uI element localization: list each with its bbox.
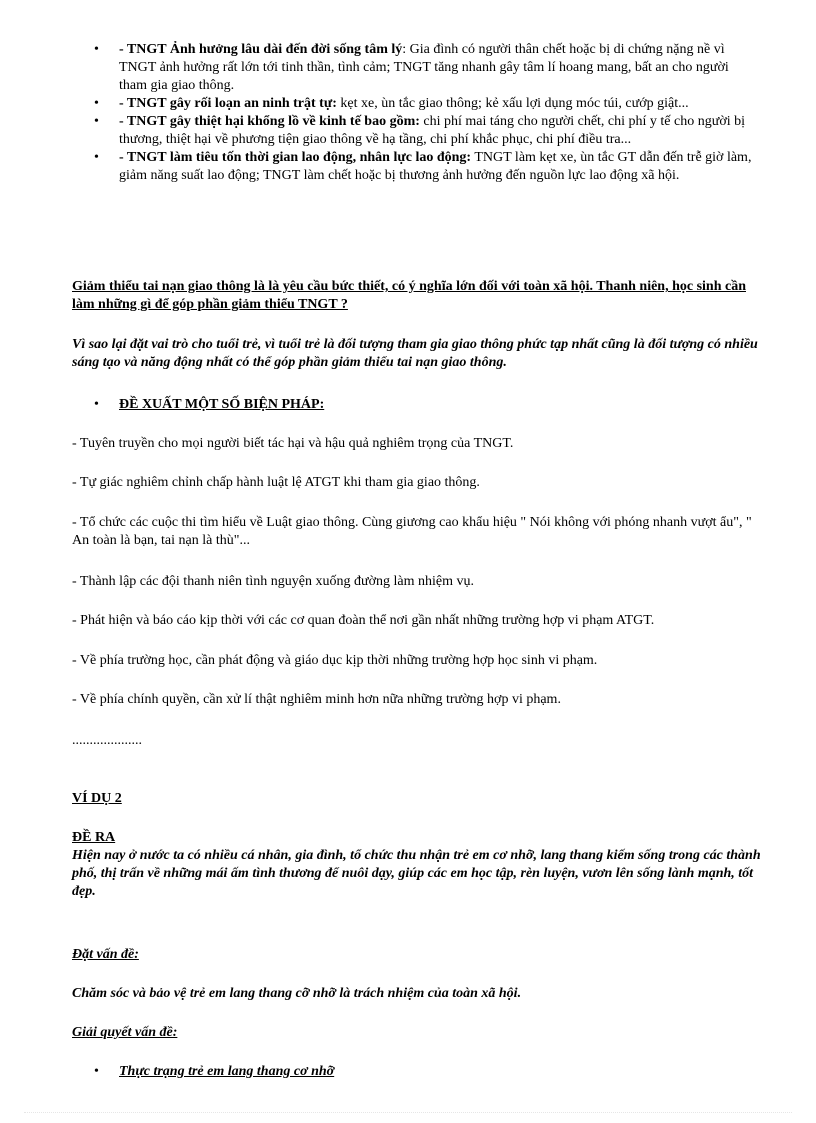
- ellipsis-dots: ....................: [72, 733, 142, 748]
- problem-label: Đặt vấn đề:: [72, 947, 139, 962]
- problem-text: Chăm sóc và bảo vệ trẻ em lang thang cỡ nhỡ là trách nhiệm của toàn xã hội.: [72, 986, 522, 1001]
- measure-item: - Tuyên truyền cho mọi người biết tác hại và hậu quả nghiêm trọng của TNGT.: [72, 436, 514, 451]
- list-item: [94, 149, 754, 185]
- list-item: [94, 41, 754, 95]
- bullet-lead: - TNGT Ảnh hưởng lâu dài đến đời sống tâm lý: [119, 42, 403, 57]
- proposal-heading-row: [94, 396, 694, 414]
- bullet-text: : Gia đình có người thân chết hoặc bị di chứng nặng nề vì TNGT ảnh hưởng rất lớn tới tinh thần, tình cảm; TNGT tăng nhanh gây tâm lí hoang mang, bất an cho người tham gia giao thông.: [119, 42, 729, 93]
- measure-item: - Phát hiện và báo cáo kịp thời với các cơ quan đoàn thể nơi gần nhất những trường hợp vi phạm ATGT.: [72, 613, 655, 628]
- measure-item: - Về phía trường học, cần phát động và giáo dục kịp thời những trường hợp học sinh vi phạm.: [72, 653, 598, 668]
- bullet-text: chi phí mai táng cho người chết, chi phí y tế cho người bị thương, thiệt hại về phương tiện giao thông về hạ tầng, chi phí khắc phục, chi phí điều tra...: [119, 114, 746, 147]
- bullet-text: TNGT làm kẹt xe, ùn tắc GT dẫn đến trễ giờ làm, giảm năng suất lao động; TNGT làm chết hoặc bị thương ảnh hưởng đến nguồn lực lao động xã hội.: [119, 150, 752, 183]
- topic-label: ĐỀ RA: [72, 830, 116, 845]
- list-item: [94, 113, 754, 149]
- bullet-lead: - TNGT gây rối loạn an ninh trật tự:: [119, 96, 337, 111]
- proposal-heading: ĐỀ XUẤT MỘT SỐ BIỆN PHÁP:: [119, 397, 325, 412]
- topic-text: Hiện nay ở nước ta có nhiều cá nhân, gia đình, tổ chức thu nhận trẻ em cơ nhỡ, lang thang kiếm sống trong các thành phố, thị trấn về những mái ấm tình thương để nuôi dạy, giúp các em học tập, rèn luyện, vươn lên sống lành mạnh, tốt đẹp.: [72, 848, 761, 899]
- measure-item: - Về phía chính quyền, cần xử lí thật nghiêm minh hơn nữa những trường hợp vi phạm.: [72, 692, 561, 707]
- bullet-lead: - TNGT gây thiệt hại khổng lồ về kinh tế bao gồm:: [119, 114, 420, 129]
- list-item: [94, 95, 754, 113]
- solve-item-row: [94, 1063, 694, 1081]
- intro-paragraph: Vì sao lại đặt vai trò cho tuổi trẻ, vì tuổi trẻ là đối tượng tham gia giao thông phức tạp nhất cũng là đối tượng có nhiều sáng tạo và năng động nhất có thể góp phần giảm thiểu tai nạn giao thông.: [72, 337, 758, 370]
- measure-item: - Tổ chức các cuộc thi tìm hiểu về Luật giao thông. Cùng giương cao khẩu hiệu " Nói không với phóng nhanh vượt ẩu", " An toàn là bạn, tai nạn là thù"...: [72, 515, 752, 548]
- example-title: VÍ DỤ 2: [72, 791, 122, 806]
- measure-item: - Tự giác nghiêm chỉnh chấp hành luật lệ ATGT khi tham gia giao thông.: [72, 475, 480, 490]
- page-bottom-rule: [24, 1112, 792, 1113]
- impact-bullet-list: [94, 41, 754, 185]
- solve-label: Giải quyết vấn đề:: [72, 1025, 178, 1040]
- bullet-lead: - TNGT làm tiêu tốn thời gian lao động, nhân lực lao động:: [119, 150, 472, 165]
- measure-item: - Thành lập các đội thanh niên tình nguyện xuống đường làm nhiệm vụ.: [72, 574, 474, 589]
- bullet-text: kẹt xe, ùn tắc giao thông; kẻ xấu lợi dụng móc túi, cướp giật...: [336, 96, 689, 111]
- solve-item: Thực trạng trẻ em lang thang cơ nhỡ: [119, 1064, 335, 1079]
- question-heading: Giảm thiểu tai nạn giao thông là là yêu cầu bức thiết, có ý nghĩa lớn đối với toàn xã hội. Thanh niên, học sinh cần làm những gì để góp phần giảm thiểu TNGT ?: [72, 279, 746, 312]
